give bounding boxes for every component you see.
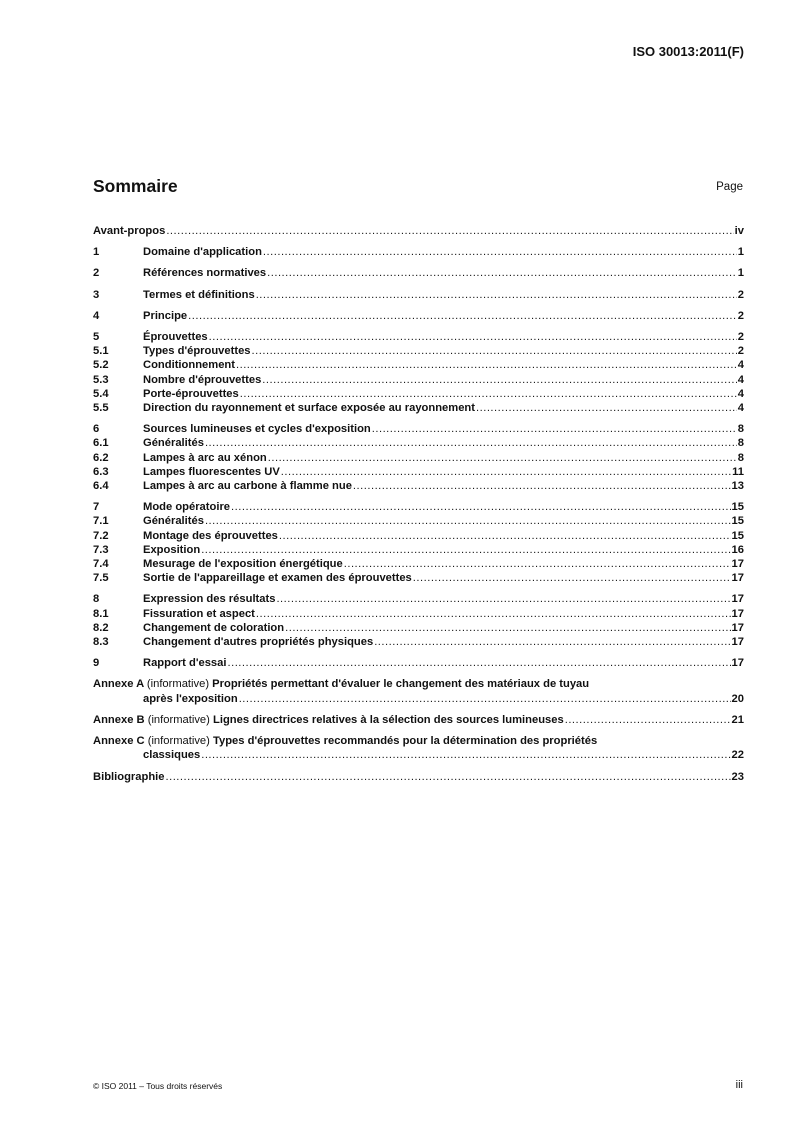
leader-dots [413,571,731,585]
toc-entry-page: 17 [731,657,744,670]
annex-title-continued: classiques [143,749,201,762]
toc-entry-page: 17 [731,572,744,585]
toc-entry-section[interactable] [93,451,744,465]
toc-entry-section[interactable] [93,479,744,493]
toc-entry-bibliography[interactable] [93,770,744,784]
leader-dots [252,344,737,358]
leader-dots [256,288,737,302]
toc-entry-section[interactable] [93,607,744,621]
toc-entry-foreword[interactable] [93,224,744,238]
toc-entry-label: Porte-éprouvettes [143,387,239,400]
toc-entry-label: Termes et définitions [143,288,255,301]
toc-entry-number: 6.4 [93,480,109,493]
toc-entry-section[interactable] [93,358,744,372]
toc-entry-page: 21 [731,713,744,726]
toc-entry-page: 16 [731,543,744,556]
toc-entry-label: Rapport d'essai [143,657,227,670]
toc-entry-section[interactable] [93,266,744,280]
annex-kind: (informative) [147,735,210,748]
leader-dots [256,607,731,621]
toc-entry-annex[interactable] [93,713,744,727]
leader-dots [262,373,736,387]
toc-entry-label: Sources lumineuses et cycles d'exposition [143,423,371,436]
toc-entry-page: 11 [732,465,744,478]
toc-entry-number: 5.2 [93,359,109,372]
leader-dots [279,529,731,543]
toc-entry-label: Domaine d'application [143,246,262,259]
toc-entry-label: Changement de coloration [143,621,285,634]
toc-entry-annex[interactable] [93,677,744,705]
annex-title: Lignes directrices relatives à la sélection des sources lumineuses [213,713,564,726]
toc-entry-page: 13 [731,480,744,493]
leader-dots [374,635,730,649]
toc-entry-label: Références normatives [143,267,267,280]
toc-entry-label: Lampes à arc au xénon [143,451,267,464]
toc-entry-page: 2 [737,345,744,358]
toc-entry-page: 22 [731,749,744,762]
toc-entry-page: 2 [737,331,744,344]
toc-entry-number: 5 [93,331,100,344]
page-title: Sommaire [93,176,178,196]
toc-entry-section[interactable] [93,436,744,450]
toc-entry-number: 7.1 [93,515,109,528]
toc-entry-page: 4 [737,387,744,400]
toc-entry-number: 6.3 [93,465,109,478]
annex-title-line [93,734,744,748]
toc-entry-section[interactable] [93,422,744,436]
leader-dots [267,266,737,280]
leader-dots [372,422,737,436]
toc-entry-number: 4 [93,309,100,322]
annex-title: Propriétés permettant d'évaluer le changement des matériaux de tuyau [212,678,590,691]
toc-entry-number: 3 [93,288,100,301]
leader-dots [263,245,737,259]
toc-entry-section[interactable] [93,465,744,479]
leader-dots [205,514,731,528]
toc-entry-page: 4 [737,402,744,415]
annex-name: Annexe B [93,713,145,726]
toc-entry-number: 5.5 [93,402,109,415]
leader-dots [285,621,730,635]
toc-entry-annex[interactable] [93,734,744,762]
toc-entry-number: 5.3 [93,373,109,386]
toc-entry-page: 15 [731,529,744,542]
toc-entry-page: 15 [731,515,744,528]
toc-entry-label: Conditionnement [143,359,235,372]
toc-entry-section[interactable] [93,557,744,571]
toc-entry-label: Mode opératoire [143,501,231,514]
toc-entry-number: 7 [93,501,100,514]
annex-name: Annexe A [93,678,144,691]
annex-title-continuation [93,748,744,762]
leader-dots [188,309,737,323]
leader-dots [239,692,731,706]
leader-dots [231,500,731,514]
leader-dots [209,330,737,344]
toc-entry-number: 6.2 [93,451,109,464]
toc-entry-page: 17 [731,636,744,649]
toc-entry-number: 5.1 [93,345,109,358]
annex-kind: (informative) [146,678,210,691]
annex-title-line [93,713,744,727]
toc-entry-label: Généralités [143,437,204,450]
toc-entry-number: 2 [93,267,100,280]
toc-entry-section[interactable] [93,401,744,415]
toc-entry-page: 17 [731,621,744,634]
toc-entry-label: Bibliographie [93,770,165,783]
toc-entry-page: 1 [737,267,744,280]
toc-entry-number: 7.3 [93,543,109,556]
toc-entry-number: 7.2 [93,529,109,542]
toc-entry-number: 8 [93,593,100,606]
annex-label [93,713,564,727]
toc-entry-number: 8.1 [93,607,109,620]
toc-entry-label: Changement d'autres propriétés physiques [143,636,374,649]
leader-dots [281,465,731,479]
toc-entry-label: Généralités [143,515,204,528]
toc-entry-page: 17 [731,558,744,571]
toc-entry-page: 23 [731,770,744,783]
toc-entry-section[interactable] [93,387,744,401]
toc-entry-page: iv [734,225,744,237]
leader-dots [268,451,737,465]
toc-entry-label: Montage des éprouvettes [143,529,278,542]
leader-dots [565,713,731,727]
toc-entry-page: 2 [737,309,744,322]
toc-entry-section[interactable] [93,344,744,358]
annex-title-continuation [93,692,744,706]
toc-entry-label: Lampes fluorescentes UV [143,465,280,478]
toc-entry-number: 5.4 [93,387,109,400]
footer-copyright: © ISO 2011 – Tous droits réservés [93,1081,223,1091]
toc-entry-page: 4 [737,373,744,386]
page-column-label: Page [716,181,743,193]
toc-entry-number: 7.5 [93,572,109,585]
toc-entry-page: 20 [731,692,744,705]
annex-title: Types d'éprouvettes recommandés pour la détermination des propriétés [213,735,598,748]
toc-entry-label: Lampes à arc au carbone à flamme nue [143,480,352,493]
leader-dots [201,748,730,762]
footer-page-number: iii [735,1079,743,1091]
leader-dots [240,387,737,401]
toc-entry-label: Direction du rayonnement et surface exposée au rayonnement [143,402,475,415]
toc-entry-section[interactable] [93,571,744,585]
leader-dots [344,557,731,571]
toc-entry-section[interactable] [93,592,744,606]
leader-dots [476,401,737,415]
toc-entry-label: Éprouvettes [143,331,208,344]
annex-title-line [93,677,744,691]
toc-entry-number: 8.2 [93,621,109,634]
toc-entry-section[interactable] [93,635,744,649]
toc-entry-section[interactable] [93,621,744,635]
toc-entry-label: Fissuration et aspect [143,607,255,620]
toc-entry-label: Avant-propos [93,225,166,237]
toc-sections [93,245,744,670]
toc-annexes [93,677,744,762]
toc-entry-label: Principe [143,309,188,322]
toc-entry-label: Mesurage de l'exposition énergétique [143,558,343,571]
toc-entry-section[interactable] [93,529,744,543]
toc-entry-page: 17 [731,593,744,606]
toc-entry-section[interactable] [93,288,744,302]
toc-entry-number: 1 [93,246,100,259]
leader-dots [205,436,737,450]
annex-title-continued: après l'exposition [143,692,238,705]
toc-entry-section[interactable] [93,309,744,323]
leader-dots [276,592,730,606]
toc-entry-number: 6 [93,423,100,436]
leader-dots [236,358,737,372]
leader-dots [201,543,730,557]
leader-dots [165,770,730,784]
toc-entry-section[interactable] [93,330,744,344]
toc-entry-section[interactable] [93,656,744,670]
table-of-contents [93,224,744,784]
toc-entry-number: 8.3 [93,636,109,649]
toc-entry-label: Nombre d'éprouvettes [143,373,262,386]
toc-entry-label: Expression des résultats [143,593,276,606]
leader-dots [227,656,730,670]
toc-entry-section[interactable] [93,245,744,259]
toc-entry-number: 7.4 [93,558,109,571]
annex-kind: (informative) [147,713,210,726]
toc-entry-section[interactable] [93,373,744,387]
leader-dots [166,224,733,238]
toc-entry-label: Exposition [143,543,201,556]
toc-entry-page: 8 [737,451,744,464]
toc-entry-label: Types d'éprouvettes [143,345,251,358]
toc-entry-label: Sortie de l'appareillage et examen des éprouvettes [143,572,412,585]
annex-name: Annexe C [93,735,145,748]
toc-entry-page: 4 [737,359,744,372]
toc-entry-section[interactable] [93,500,744,514]
toc-entry-page: 8 [737,423,744,436]
document-code: ISO 30013:2011(F) [632,44,744,59]
toc-entry-section[interactable] [93,514,744,528]
toc-entry-section[interactable] [93,543,744,557]
toc-entry-page: 15 [731,501,744,514]
toc-entry-number: 6.1 [93,437,109,450]
toc-entry-number: 9 [93,657,100,670]
toc-entry-page: 17 [731,607,744,620]
toc-entry-page: 8 [737,437,744,450]
toc-entry-page: 1 [737,246,744,259]
leader-dots [353,479,731,493]
toc-entry-page: 2 [737,288,744,301]
